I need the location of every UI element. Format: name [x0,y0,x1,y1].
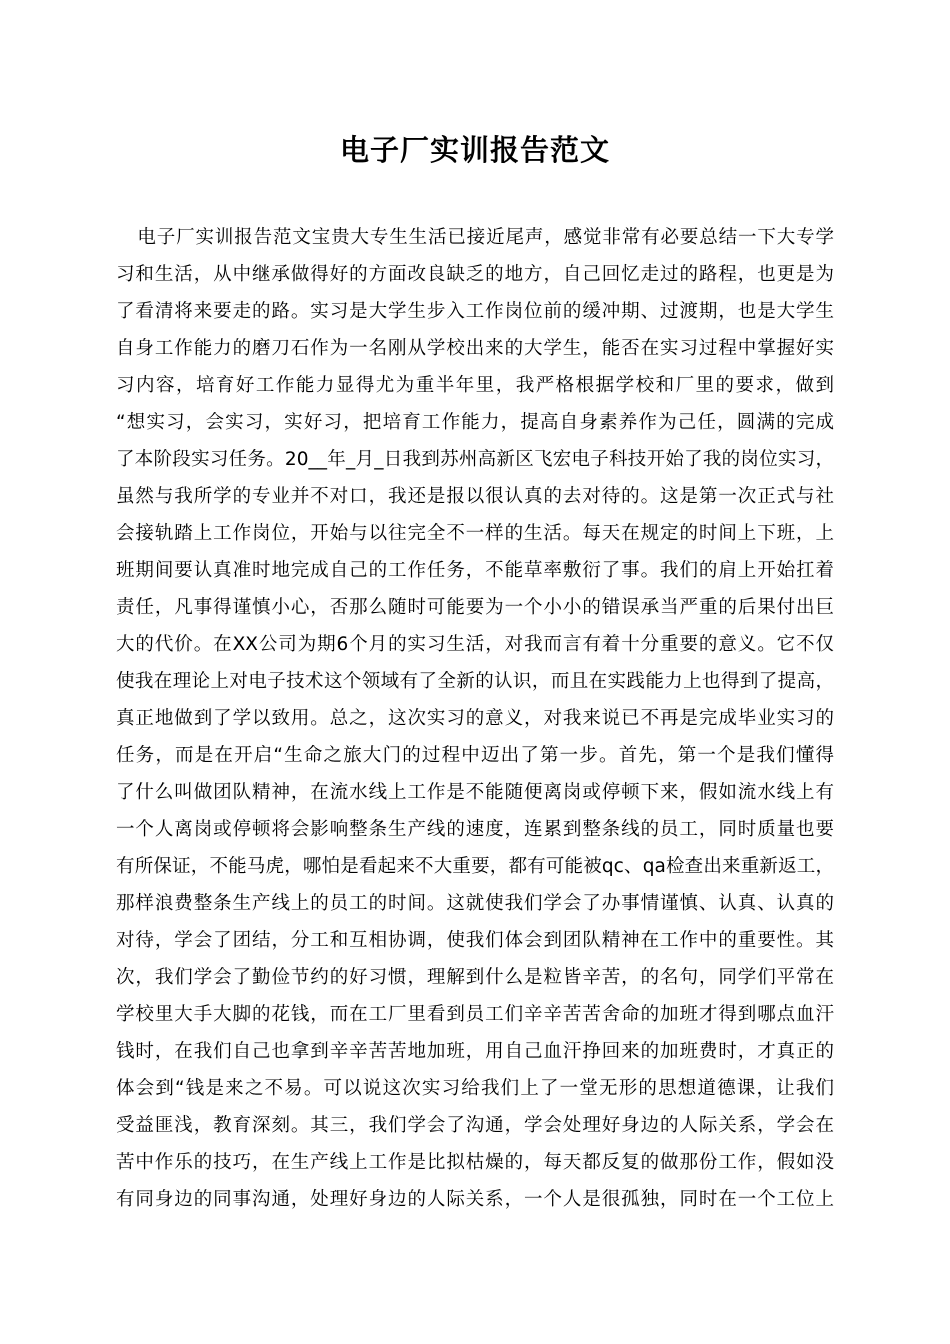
body-line: 大的代价。在XX公司为期6个月的实习生活，对我而言有着十分重要的意义。它不仅 [116,634,834,655]
body-line: 一个人离岗或停顿将会影响整条生产线的速度，连累到整条线的员工，同时质量也要 [116,819,834,840]
body-line: 次，我们学会了勤俭节约的好习惯，理解到什么是粒皆辛苦，的名句，同学们平常在 [116,967,834,988]
body-line: 了本阶段实习任务。20__年_月_日我到苏州高新区飞宏电子科技开始了我的岗位实习， [116,449,834,470]
body-line: 班期间要认真准时地完成自己的工作任务，不能草率敷衍了事。我们的肩上开始扛着 [116,560,834,581]
body-line: 钱时，在我们自己也拿到辛辛苦苦地加班，用自己血汗挣回来的加班费时，才真正的 [116,1041,834,1062]
body-line: 了什么叫做团队精神，在流水线上工作是不能随便离岗或停顿下来，假如流水线上有 [116,782,834,803]
body-line: 对待，学会了团结，分工和互相协调，使我们体会到团队精神在工作中的重要性。其 [116,930,834,951]
body-line: 苦中作乐的技巧，在生产线上工作是比拟枯燥的，每天都反复的做那份工作，假如没 [116,1152,834,1173]
document-body [116,219,834,1218]
body-line: 有同身边的同事沟通，处理好身边的人际关系，一个人是很孤独，同时在一个工位上 [116,1189,834,1210]
body-line: 习内容，培育好工作能力显得尤为重半年里，我严格根据学校和厂里的要求，做到 [116,375,834,396]
body-line: 使我在理论上对电子技术这个领域有了全新的认识，而且在实践能力上也得到了提高， [116,671,834,692]
body-line: 了看清将来要走的路。实习是大学生步入工作岗位前的缓冲期、过渡期，也是大学生 [116,301,834,322]
body-line: 体会到“钱是来之不易。可以说这次实习给我们上了一堂无形的思想道德课，让我们 [116,1078,834,1099]
body-line: 那样浪费整条生产线上的员工的时间。这就使我们学会了办事情谨慎、认真、认真的 [116,893,834,914]
body-line: 任务，而是在开启“生命之旅大门的过程中迈出了第一步。首先，第一个是我们懂得 [116,745,834,766]
body-line: “想实习，会实习，实好习，把培育工作能力，提高自身素养作为己任，圆满的完成 [116,412,834,433]
body-line: 受益匪浅，教育深刻。其三，我们学会了沟通，学会处理好身边的人际关系，学会在 [116,1115,834,1136]
body-line: 有所保证，不能马虎，哪怕是看起来不大重要，都有可能被qc、qa检查出来重新返工， [116,856,834,877]
document-title: 电子厂实训报告范文 [339,133,610,167]
body-line: 责任，凡事得谨慎小心，否那么随时可能要为一个小小的错误承当严重的后果付出巨 [116,597,834,618]
body-line: 真正地做到了学以致用。总之，这次实习的意义，对我来说已不再是完成毕业实习的 [116,708,834,729]
body-line: 会接轨踏上工作岗位，开始与以往完全不一样的生活。每天在规定的时间上下班，上 [116,523,834,544]
body-line: 虽然与我所学的专业并不对口，我还是报以很认真的去对待的。这是第一次正式与社 [116,486,834,507]
body-line: 习和生活，从中继承做得好的方面改良缺乏的地方，自己回忆走过的路程，也更是为 [116,264,834,285]
body-line: 学校里大手大脚的花钱，而在工厂里看到员工们辛辛苦苦舍命的加班才得到哪点血汗 [116,1004,834,1025]
body-line: 电子厂实训报告范文宝贵大专生生活已接近尾声，感觉非常有必要总结一下大专学 [118,227,834,248]
body-line: 自身工作能力的磨刀石作为一名刚从学校出来的大学生，能否在实习过程中掌握好实 [116,338,834,359]
